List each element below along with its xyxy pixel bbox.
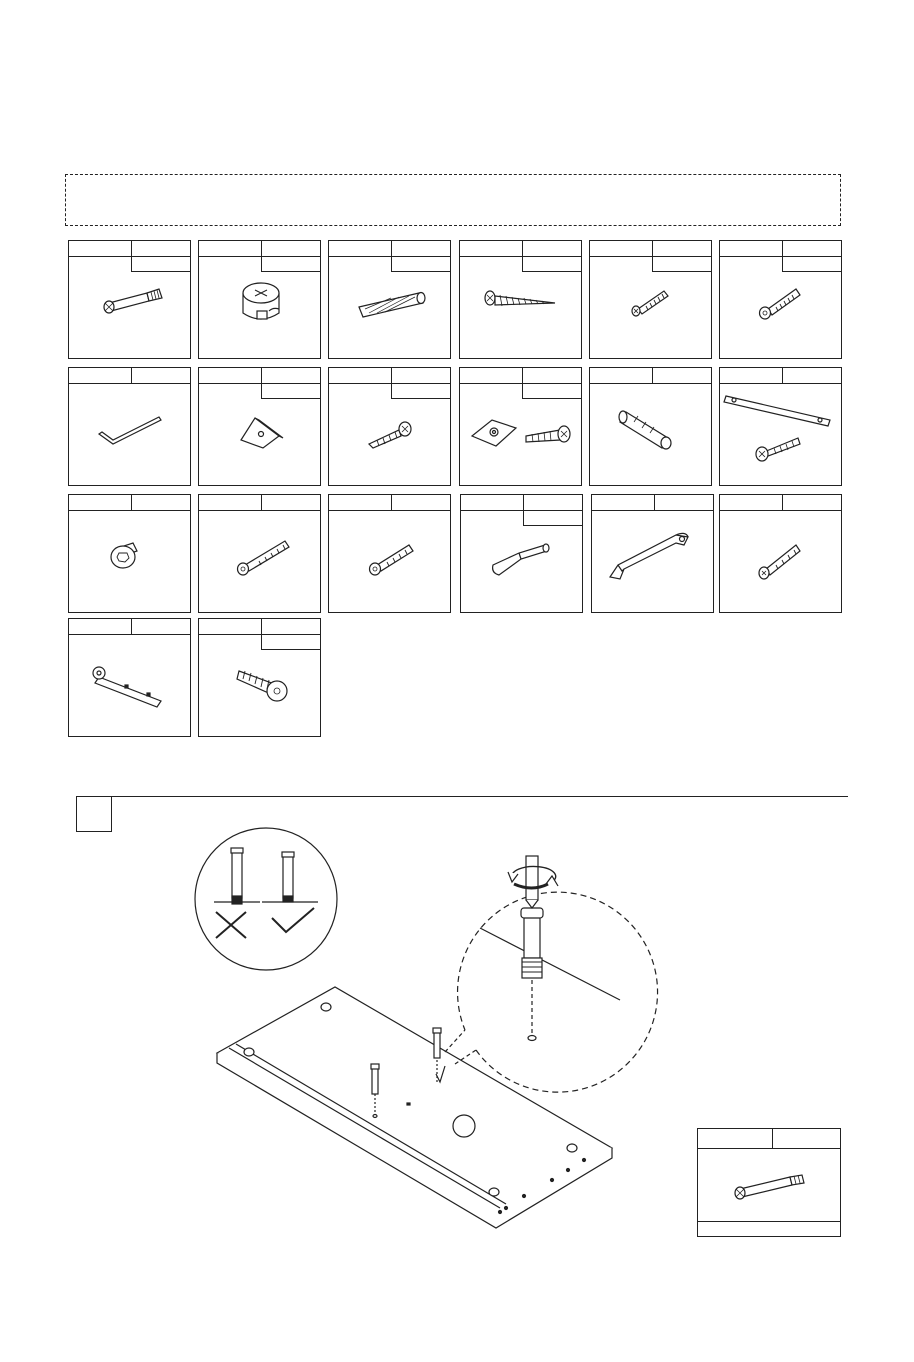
step-parts-box [697,1128,841,1237]
board-panel [217,987,612,1228]
screwdriver-icon [508,856,558,908]
insertion-depth-detail [195,828,337,970]
magnified-detail [445,892,658,1092]
